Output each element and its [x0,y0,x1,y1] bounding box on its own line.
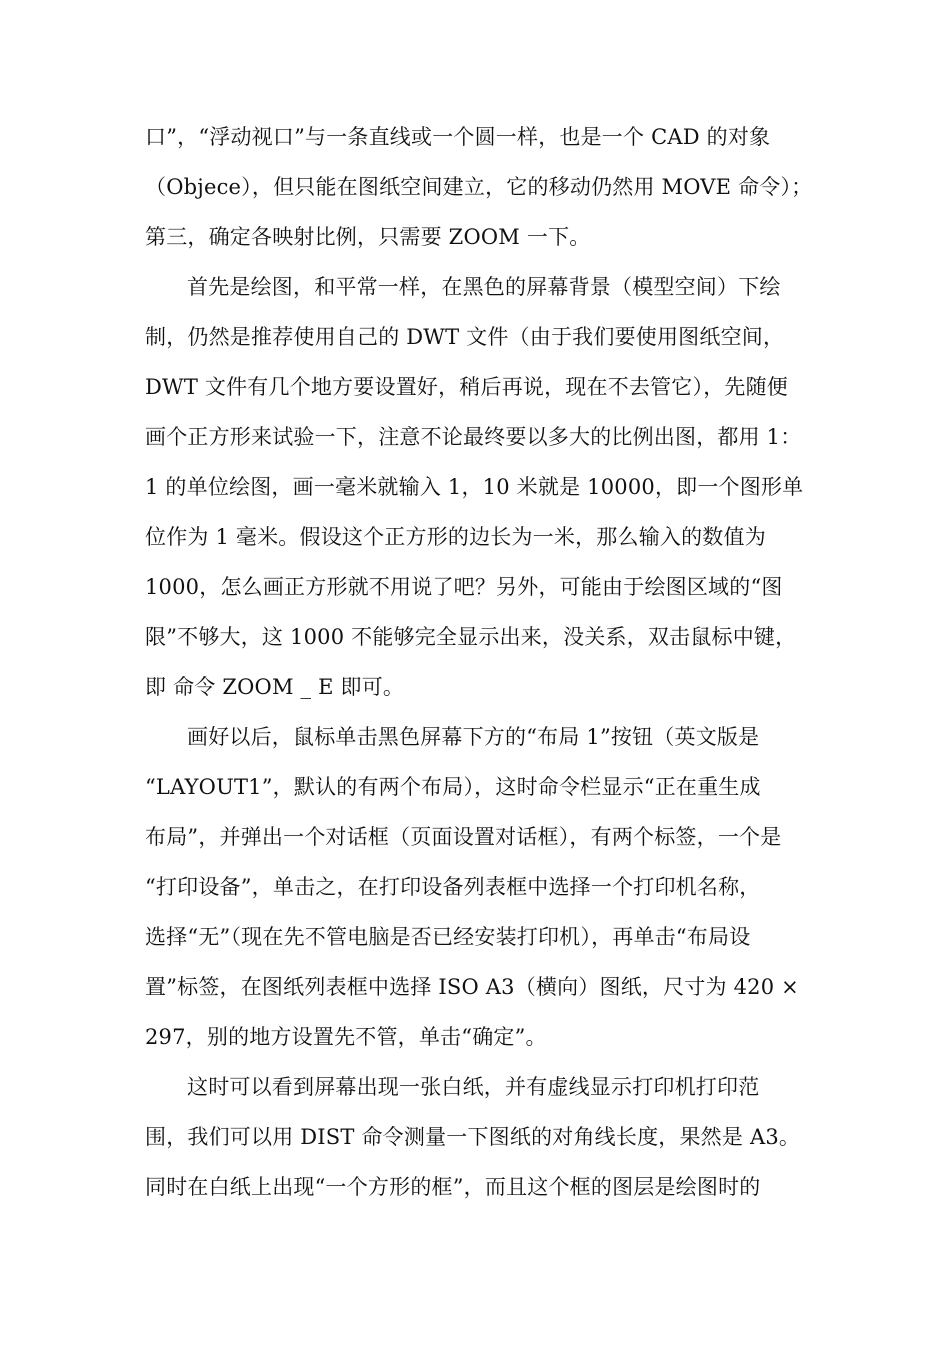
text-line: 同时在白纸上出现“一个方形的框”，而且这个框的图层是绘图时的 [145,1175,761,1199]
text-line: DWT 文件有几个地方要设置好，稍后再说，现在不去管它），先随便 [145,375,789,399]
text-line: 围，我们可以用 DIST 命令测量一下图纸的对角线长度，果然是 A3。 [145,1125,801,1149]
text-line: 限”不够大，这 1000 不能够完全显示出来，没关系，双击鼠标中键， [145,625,797,649]
text-line: 口”，“浮动视口”与一条直线或一个圆一样，也是一个 CAD 的对象 [145,125,771,149]
paragraph-4 [145,1062,810,1212]
paragraph-3 [145,712,810,1062]
text-line: 即 命令 ZOOM _ E 即可。 [145,675,405,699]
text-line: 1000，怎么画正方形就不用说了吧？另外，可能由于绘图区域的“图 [145,575,783,599]
text-line: 首先是绘图，和平常一样，在黑色的屏幕背景（模型空间）下绘 [187,275,781,299]
text-line: 布局”，并弹出一个对话框（页面设置对话框），有两个标签，一个是 [145,825,782,849]
text-line: 这时可以看到屏幕出现一张白纸，并有虚线显示打印机打印范 [187,1075,760,1099]
text-line: 位作为 1 毫米。假设这个正方形的边长为一米，那么输入的数值为 [145,525,766,549]
text-line: 1 的单位绘图，画一毫米就输入 1，10 米就是 10000，即一个图形单 [145,475,804,499]
text-line: “打印设备”，单击之，在打印设备列表框中选择一个打印机名称， [145,875,761,899]
document-body [145,112,813,1212]
text-line: 制，仍然是推荐使用自己的 DWT 文件（由于我们要使用图纸空间， [145,325,785,349]
text-line: 画个正方形来试验一下，注意不论最终要以多大的比例出图，都用 1： [145,425,802,449]
paragraph-1 [145,112,813,262]
text-line: 297，别的地方设置先不管，单击“确定”。 [145,1025,547,1049]
text-line: 置”标签，在图纸列表框中选择 ISO A3（横向）图纸，尺寸为 420 × [145,975,799,999]
text-line: “LAYOUT1”，默认的有两个布局），这时命令栏显示“正在重生成 [145,775,761,799]
paragraph-2 [145,262,810,712]
text-line: 第三，确定各映射比例，只需要 ZOOM 一下。 [145,225,591,249]
text-line: 画好以后，鼠标单击黑色屏幕下方的“布局 1”按钮（英文版是 [187,725,760,749]
text-line: 选择“无”（现在先不管电脑是否已经安装打印机），再单击“布局设 [145,925,751,949]
text-line: （Objece），但只能在图纸空间建立，它的移动仍然用 MOVE 命令）； [145,175,813,199]
